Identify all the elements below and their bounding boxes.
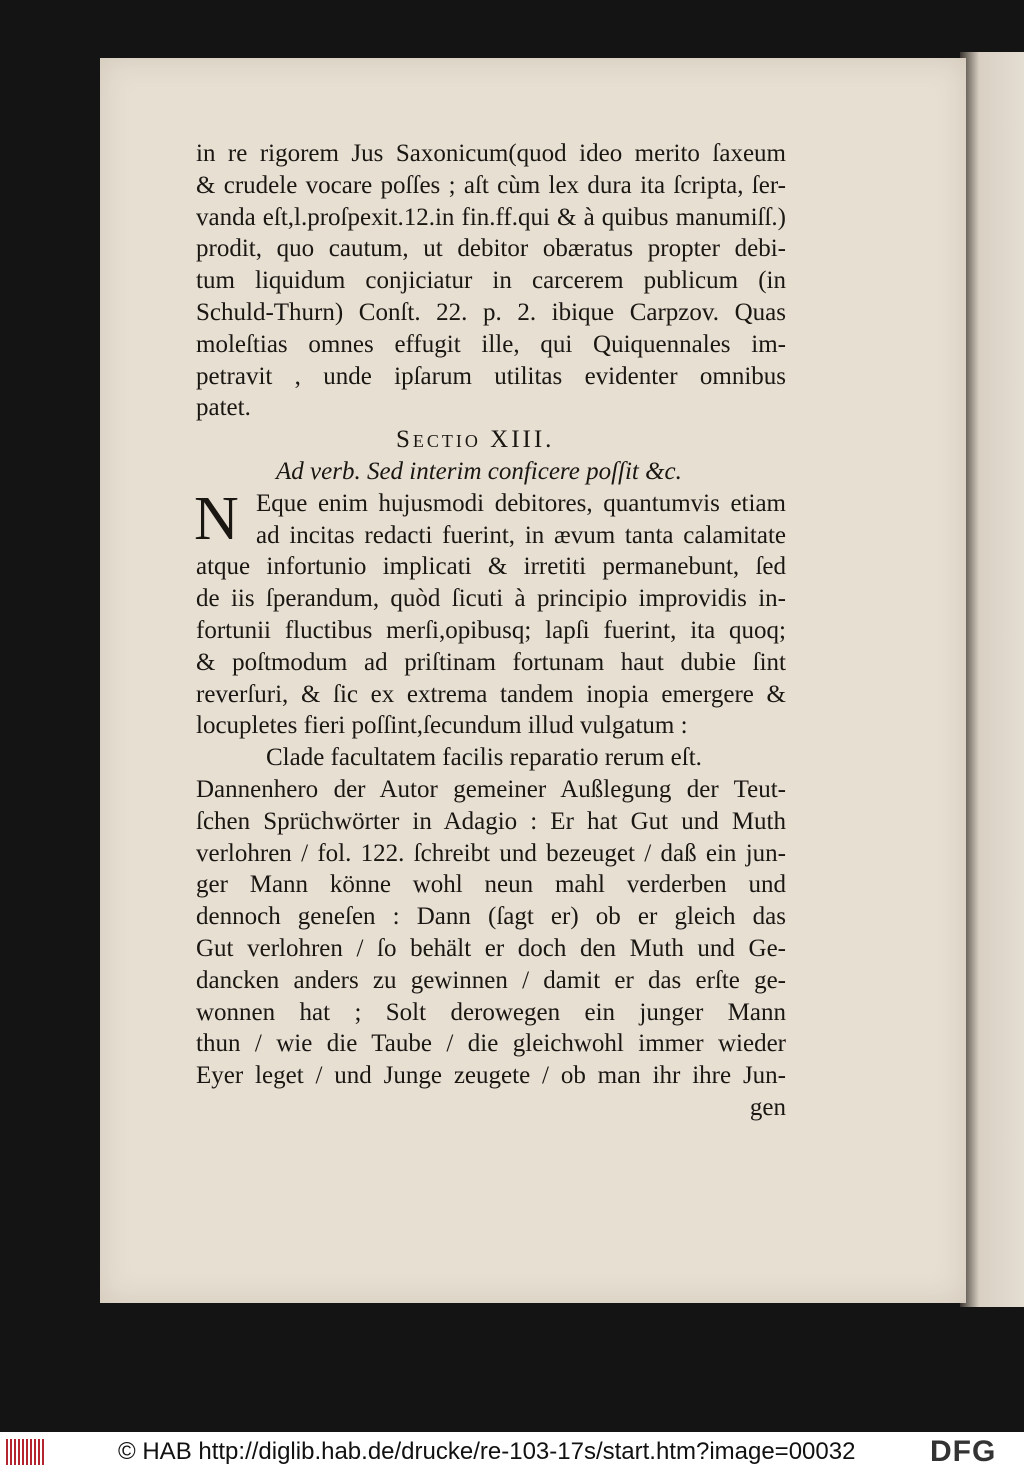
text-line: & poſtmodum ad priſtinam fortunam haut dubie ſint <box>196 648 786 676</box>
text-line: ad incitas redacti fuerint, in ævum tanta calamitate <box>256 521 786 549</box>
text-line: petravit , unde ipſarum utilitas evidenter omnibus <box>196 362 786 390</box>
drop-cap: N <box>194 484 239 553</box>
footer-bar <box>0 1432 1024 1472</box>
text-line: moleſtias omnes effugit ille, qui Quiquennales im- <box>196 330 786 358</box>
text-line: prodit, quo cautum, ut debitor obæratus propter debi- <box>196 235 786 263</box>
quote-line: Clade facultatem facilis reparatio rerum eſt. <box>266 744 702 772</box>
text-line: Eque enim hujusmodi debitores, quantumvis etiam <box>256 489 786 517</box>
next-page-edge <box>960 52 1024 1307</box>
text-line: tum liquidum conjiciatur in carcerem publicum (in <box>196 267 786 295</box>
text-line: ger Mann könne wohl neun mahl verderben und <box>196 871 786 899</box>
paragraph-3 <box>196 774 786 1092</box>
text-line: Gut verlohren / ſo behält er doch den Muth und Ge- <box>196 934 786 962</box>
text-line: patet. <box>196 394 251 422</box>
text-line: ſchen Sprüchwörter in Adagio : Er hat Gut und Muth <box>196 807 786 835</box>
text-line: wonnen hat ; Solt derowegen ein junger Mann <box>196 998 786 1026</box>
section-heading: Sectio XIII. <box>396 426 555 454</box>
text-line: fortunii fluctibus merſi,opibusq; lapſi fuerint, ita quoq; <box>196 616 786 644</box>
text-line: Eyer leget / und Junge zeugete / ob man ihr ihre Jun- <box>196 1062 786 1090</box>
text-line: reverſuri, & ſic ex extrema tandem inopia emergere & <box>196 680 786 708</box>
text-line: de iis ſperandum, quòd ſicuti à principio improvidis in- <box>196 585 786 613</box>
paragraph-1 <box>196 138 786 424</box>
dfg-logo: DFG <box>930 1435 997 1468</box>
text-line: dancken anders zu gewinnen / damit er das erſte ge- <box>196 966 786 994</box>
text-line: vanda eſt,l.proſpexit.12.in fin.ff.qui & à quibus manumiſſ.) <box>196 203 786 231</box>
paragraph-2 <box>194 484 786 742</box>
text-line: Schuld-Thurn) Conſt. 22. p. 2. ibique Carpzov. Quas <box>196 298 786 326</box>
catchword: gen <box>749 1093 786 1121</box>
text-line: atque infortunio implicati & irretiti permanebunt, ſed <box>196 553 786 581</box>
text-line: in re rigorem Jus Saxonicum(quod ideo merito ſaxeum <box>196 140 786 167</box>
text-line: Dannenhero der Autor gemeiner Außlegung der Teut- <box>196 775 786 803</box>
copyright-link[interactable]: © HAB http://diglib.hab.de/drucke/re-103-17s/start.htm?image=00032 <box>118 1438 856 1465</box>
text-line: locupletes fieri poſſint,ſecundum illud vulgatum : <box>196 712 688 740</box>
text-line: verlohren / fol. 122. ſchreibt und bezeuget / daß ein jun- <box>196 839 786 867</box>
section-subheading: Ad verb. Sed interim conficere poſſit &c. <box>276 457 682 485</box>
text-line: dennoch geneſen : Dann (ſagt er) ob er gleich das <box>196 903 786 931</box>
text-line: & crudele vocare poſſes ; aſt cùm lex dura ita ſcripta, ſer- <box>196 171 786 199</box>
barcode-icon <box>6 1439 46 1465</box>
page-text <box>196 138 786 1124</box>
text-line: thun / wie die Taube / die gleichwohl immer wieder <box>196 1030 786 1058</box>
